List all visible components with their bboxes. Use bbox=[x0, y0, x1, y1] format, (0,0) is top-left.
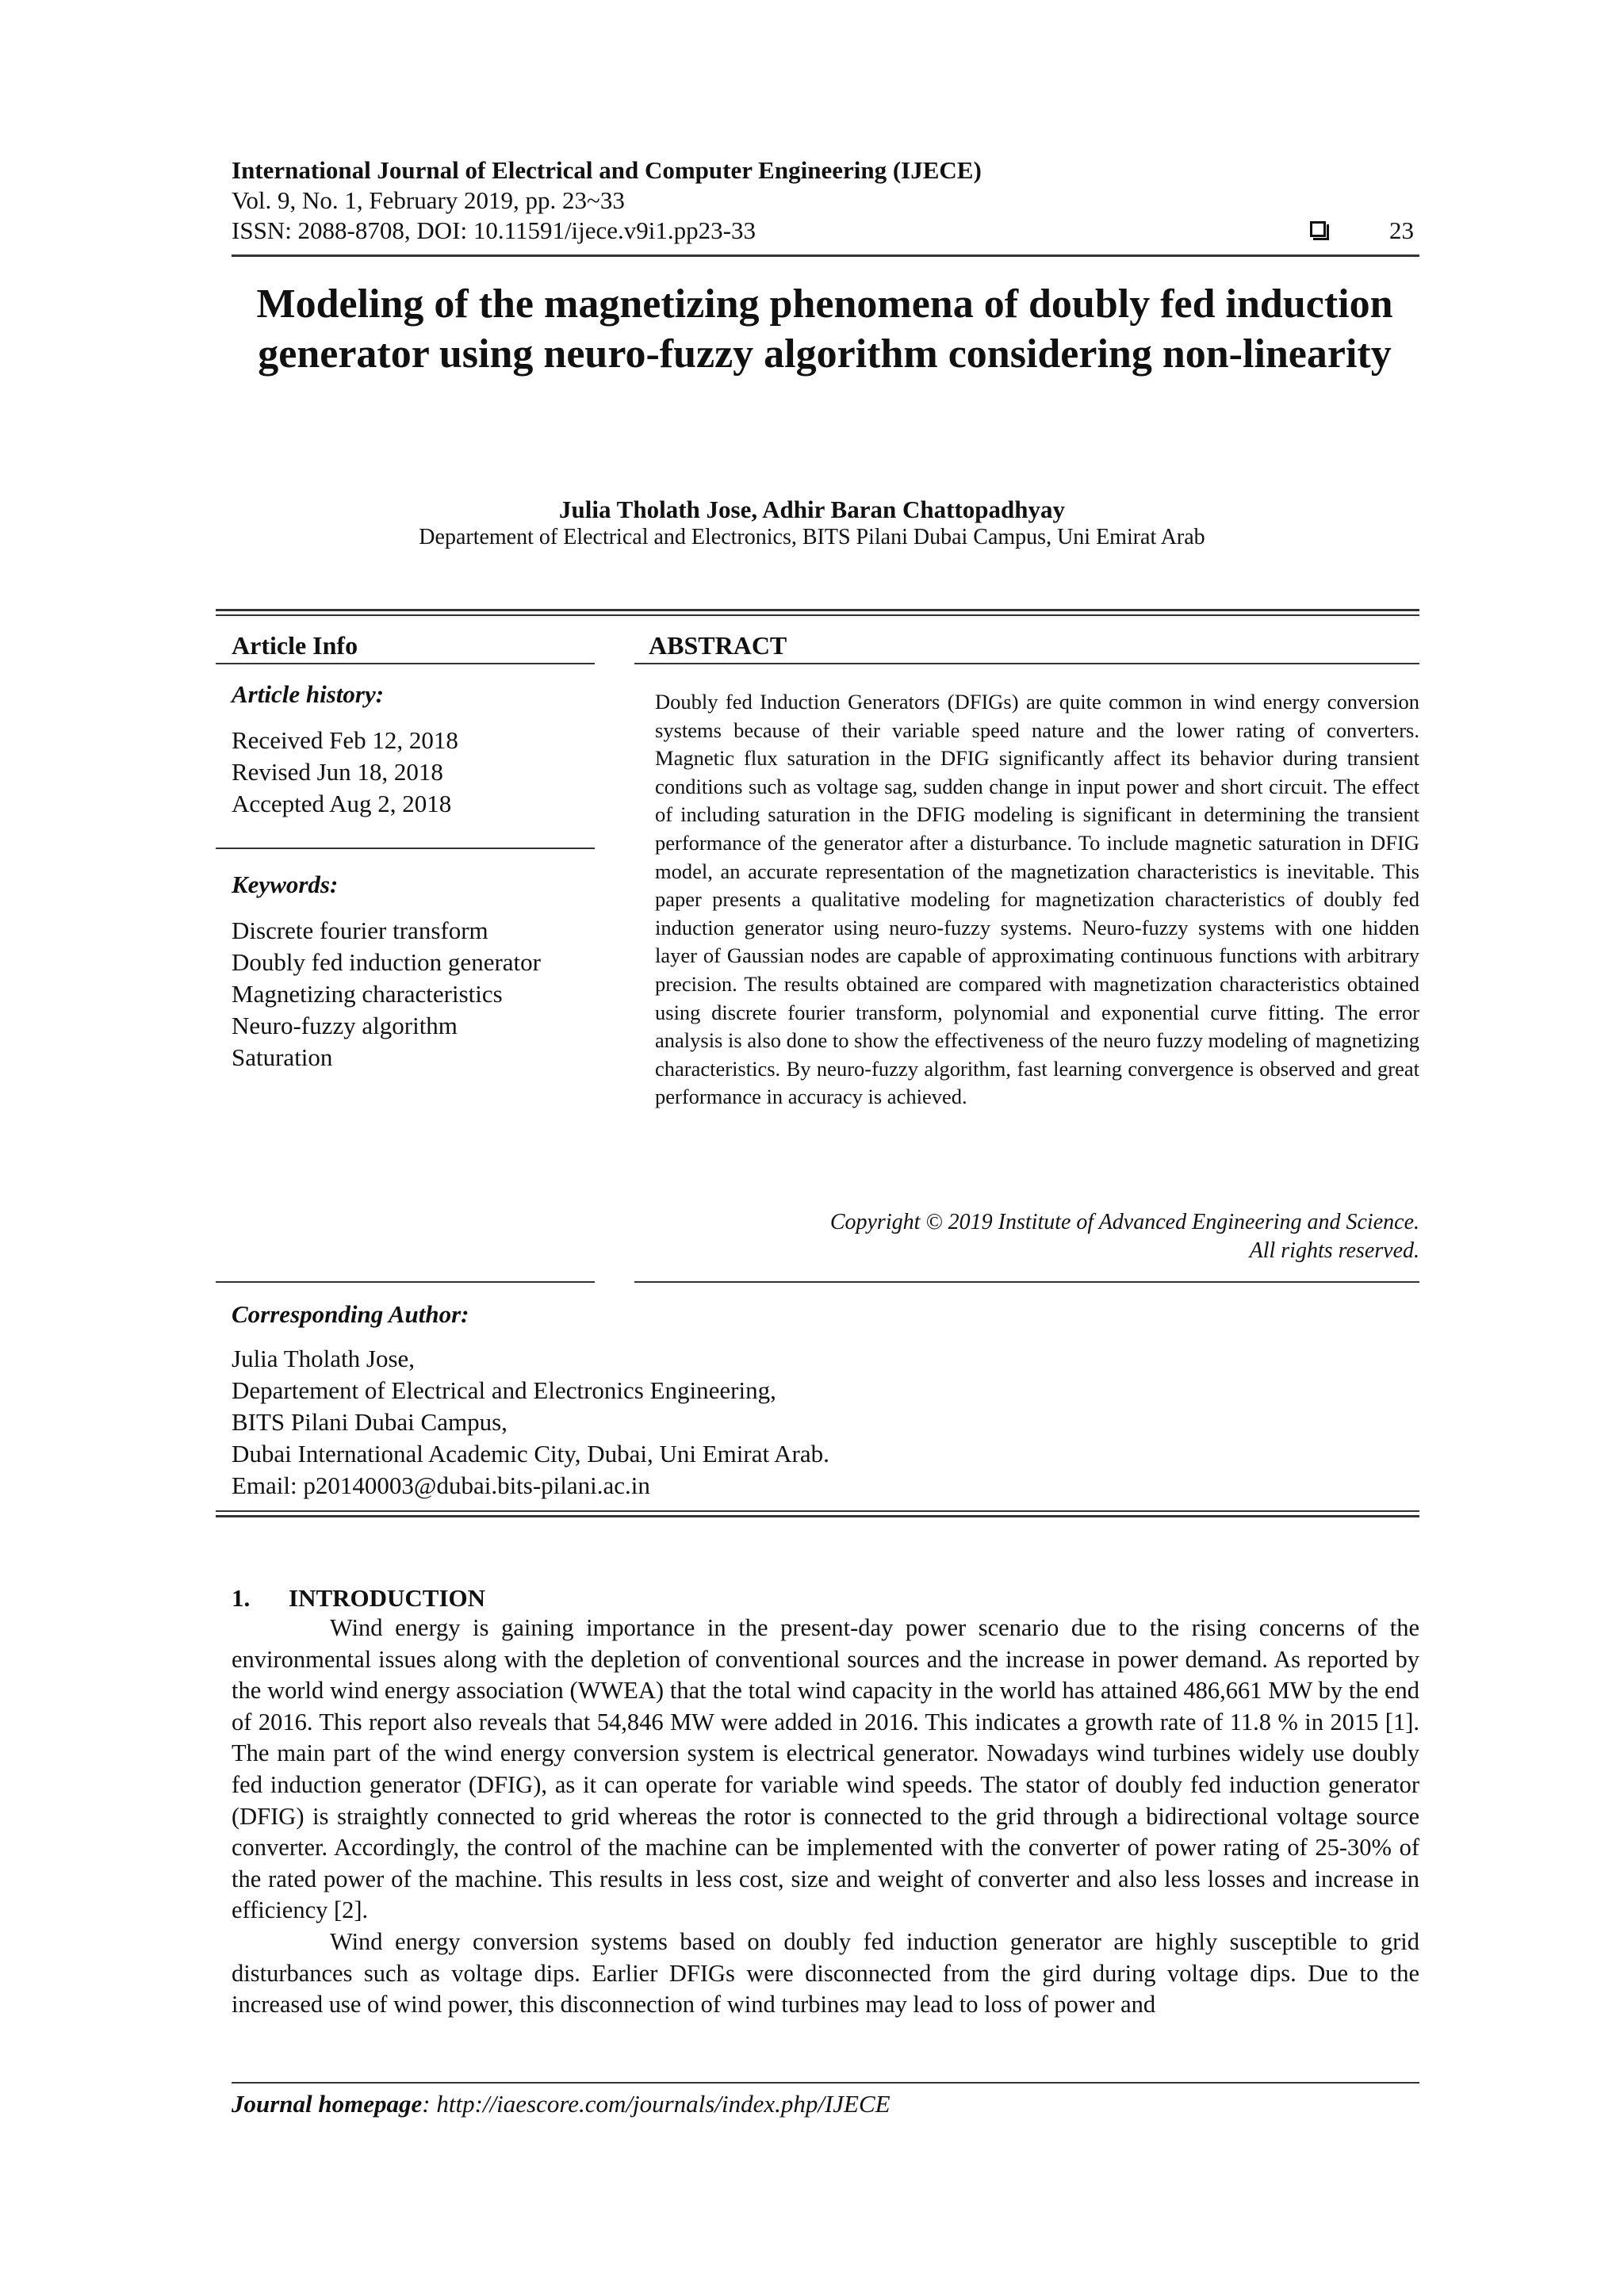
section-heading bbox=[232, 1584, 485, 1613]
corresponding-line: BITS Pilani Dubai Campus, bbox=[232, 1408, 508, 1436]
paper-title: Modeling of the magnetizing phenomena of doubly fed induction generator using neuro-fuzzy algorithm considering non-linearity bbox=[256, 281, 1393, 377]
keywords-label: Keywords: bbox=[232, 871, 339, 898]
keyword-item: Magnetizing characteristics bbox=[232, 980, 503, 1008]
footer-label: Journal homepage bbox=[232, 2090, 423, 2118]
article-info-heading: Article Info bbox=[232, 631, 358, 660]
paragraph: Wind energy is gaining importance in the present-day power scenario due to the rising concerns of the environmental issues along with the depletion of conventional sources and the increase in power demand. As reported by the world wind energy association (WWEA) that the total wind capacity in the world has attained 486,661 MW by the end of 2016. This report also reveals that 54,846 MW were added in 2016. This indicates a growth rate of 11.8 % in 2015 [1]. The main part of the wind energy conversion system is electrical generator. Nowadays wind turbines widely use doubly fed induction generator (DFIG), as it can operate for variable wind speeds. The stator of doubly fed induction generator (DFIG) is straightly connected to grid whereas the rotor is connected to the grid through a bidirectional voltage source converter. Accordingly, the control of the machine can be implemented with the converter of power rating of 25-30% of the rated power of the machine. This results in less cost, size and weight of converter and also less losses and increase in efficiency [2]. bbox=[232, 1614, 1419, 1924]
article-info-rule bbox=[216, 663, 595, 664]
received-date: Received Feb 12, 2018 bbox=[232, 726, 458, 754]
revised-date: Revised Jun 18, 2018 bbox=[232, 758, 443, 786]
corresponding-email: Email: p20140003@dubai.bits-pilani.ac.in bbox=[232, 1471, 650, 1499]
corresponding-line: Dubai International Academic City, Dubai, Uni Emirat Arab. bbox=[232, 1440, 829, 1468]
section-number: 1. bbox=[232, 1584, 251, 1612]
abstract-bottom-rule bbox=[634, 1281, 1419, 1283]
abstract-rule bbox=[634, 663, 1419, 664]
introduction-body bbox=[232, 1613, 1419, 2021]
abstract-text: Doubly fed Induction Generators (DFIGs) are quite common in wind energy conversion systems because of their variable speed nature and the lower rating of converters. Magnetic flux saturation in the DFIG significantly affect its behavior during transient conditions such as voltage sag, sudden change in input power and short circuit. The effect of including saturation in the DFIG modeling is significant in determining the transient performance of the generator after a disturbance. To include magnetic saturation in DFIG model, an accurate representation of the magnetization characteristics is inevitable. This paper presents a qualitative modeling for magnetization characteristics of doubly fed induction generator using neuro-fuzzy systems. Neuro-fuzzy systems with one hidden layer of Gaussian nodes are capable of approximating continuous functions with arbitrary precision. The results obtained are compared with magnetization characteristics obtained using discrete fourier transform, polynomial and exponential curve fitting. The error analysis is also done to show the effectiveness of the neuro fuzzy modeling of magnetizing characteristics. By neuro-fuzzy algorithm, fast learning convergence is observed and great performance in accuracy is achieved. bbox=[655, 690, 1419, 1109]
journal-volume: Vol. 9, No. 1, February 2019, pp. 23~33 bbox=[232, 186, 625, 214]
keyword-item: Neuro-fuzzy algorithm bbox=[232, 1012, 458, 1039]
affiliation: Departement of Electrical and Electronics, BITS Pilani Dubai Campus, Uni Emirat Arab bbox=[419, 525, 1205, 549]
section-title: INTRODUCTION bbox=[289, 1584, 486, 1612]
page-number: 23 bbox=[1389, 216, 1414, 244]
keyword-item: Discrete fourier transform bbox=[232, 916, 488, 944]
infobox-bottom-rule bbox=[216, 1510, 1419, 1512]
journal-name: International Journal of Electrical and Computer Engineering (IJECE) bbox=[232, 156, 982, 184]
copyright-line-2: All rights reserved. bbox=[1249, 1238, 1419, 1263]
footer bbox=[232, 2090, 891, 2118]
keyword-item: Saturation bbox=[232, 1043, 333, 1071]
corresponding-label: Corresponding Author: bbox=[232, 1300, 469, 1328]
square-icon bbox=[1310, 221, 1326, 237]
infobox-bottom-rule-2 bbox=[216, 1515, 1419, 1517]
history-rule bbox=[216, 848, 595, 849]
corresponding-line: Julia Tholath Jose, bbox=[232, 1345, 416, 1372]
abstract-heading: ABSTRACT bbox=[649, 631, 787, 660]
copyright bbox=[830, 1208, 1419, 1265]
journal-issn: ISSN: 2088-8708, DOI: 10.11591/ijece.v9i1.pp23-33 bbox=[232, 216, 756, 244]
accepted-date: Accepted Aug 2, 2018 bbox=[232, 790, 452, 817]
header-rule bbox=[232, 254, 1419, 257]
keyword-item: Doubly fed induction generator bbox=[232, 948, 541, 976]
footer-rule bbox=[232, 2082, 1419, 2084]
paragraph: Wind energy conversion systems based on doubly fed induction generator are highly susceptible to grid disturbances such as voltage dips. Earlier DFIGs were disconnected from the gird during voltage dips. Due to the increased use of wind power, this disconnection of wind turbines may lead to loss of power and bbox=[232, 1927, 1419, 2019]
infobox-top-rule bbox=[216, 609, 1419, 611]
info-bottom-rule bbox=[216, 1281, 595, 1283]
authors: Julia Tholath Jose, Adhir Baran Chattopadhyay bbox=[559, 496, 1065, 523]
infobox-top-rule-2 bbox=[216, 614, 1419, 616]
corresponding-line: Departement of Electrical and Electronics Engineering, bbox=[232, 1376, 776, 1404]
article-history-label: Article history: bbox=[232, 680, 385, 708]
copyright-line-1: Copyright © 2019 Institute of Advanced Engineering and Science. bbox=[829, 1210, 1419, 1234]
footer-url[interactable]: : http://iaescore.com/journals/index.php/IJECE bbox=[422, 2090, 891, 2118]
